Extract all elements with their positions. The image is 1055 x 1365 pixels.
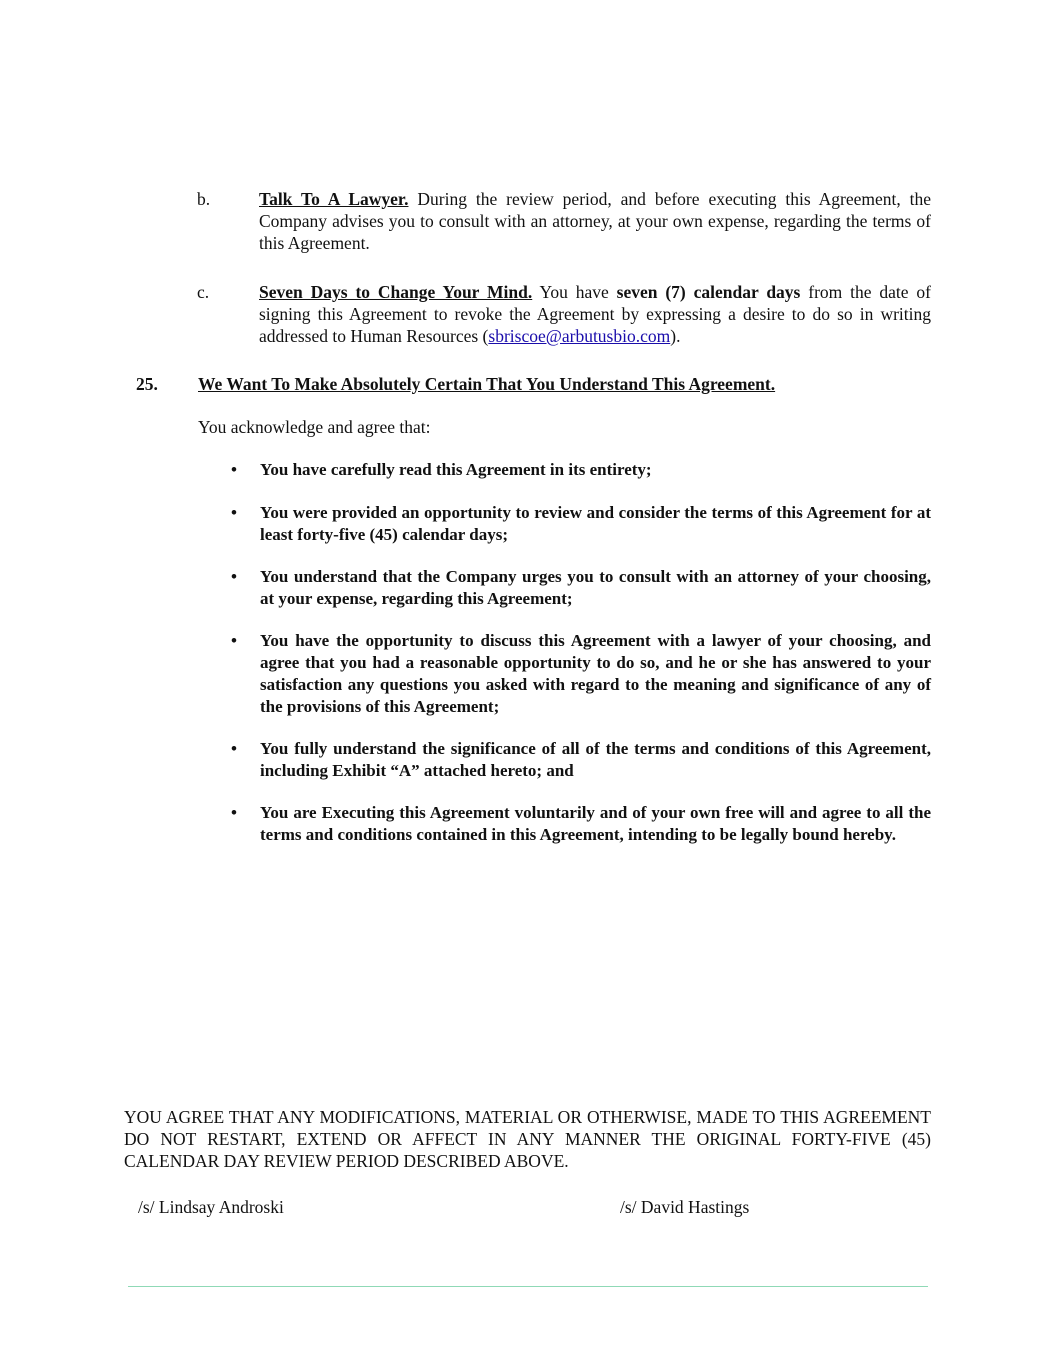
item-b-heading: Talk To A Lawyer. <box>259 189 409 209</box>
signature-left: /s/ Lindsay Androski <box>138 1197 284 1217</box>
item-c-bold-phrase: seven (7) calendar days <box>616 282 801 302</box>
item-c-text-after: from the date of signing this Agreement to revoke the Agreement by expressing a desire to do so in writing addressed to Human Resources ( <box>259 282 931 346</box>
item-c-text-end: ). <box>670 326 681 346</box>
signature-right: /s/ David Hastings <box>620 1197 750 1217</box>
item-b-marker: b. <box>197 189 211 209</box>
bullet-glyph: • <box>231 803 237 822</box>
footer-divider <box>128 1286 928 1287</box>
bullet-glyph: • <box>231 739 237 758</box>
section-25-number: 25. <box>136 374 158 394</box>
hr-email-link[interactable]: sbriscoe@arbutusbio.com <box>488 326 671 346</box>
item-c-heading: Seven Days to Change Your Mind. <box>259 282 533 302</box>
bullet-item-1: You have carefully read this Agreement in its entirety; <box>260 460 652 479</box>
bullet-glyph: • <box>231 631 237 650</box>
bullet-item-3: You understand that the Company urges you to consult with an attorney of your choosing, at your expense, regarding this Agreement; <box>260 567 931 608</box>
item-c-marker: c. <box>197 282 210 302</box>
item-b-paragraph <box>259 188 931 254</box>
bullet-item-4: You have the opportunity to discuss this Agreement with a lawyer of your choosing, and agree that you had a reasonable opportunity to do so, and he or she has answered to your satisfaction any questions you asked with regard to the meaning and significance of any of the provisions of this Agreement; <box>260 631 931 716</box>
item-c-text-before: You have <box>532 282 617 302</box>
bullet-glyph: • <box>231 503 237 522</box>
section-25-title: We Want To Make Absolutely Certain That You Understand This Agreement. <box>198 374 776 394</box>
bullet-item-6: You are Executing this Agreement voluntarily and of your own free will and agree to all the terms and conditions contained in this Agreement, intending to be legally bound hereby. <box>260 803 931 844</box>
item-b-text: During the review period, and before executing this Agreement, the Company advises you to consult with an attorney, at your own expense, regarding the terms of this Agreement. <box>259 189 932 253</box>
review-period-notice: YOU AGREE THAT ANY MODIFICATIONS, MATERIAL OR OTHERWISE, MADE TO THIS AGREEMENT DO NOT RESTART, EXTEND OR AFFECT IN ANY MANNER THE ORIGINAL FORTY-FIVE (45) CALENDAR DAY REVIEW PERIOD DESCRIBED ABOVE. <box>124 1107 931 1171</box>
item-c-paragraph <box>259 281 931 347</box>
bullet-glyph: • <box>231 460 237 479</box>
section-25-intro: You acknowledge and agree that: <box>198 417 431 437</box>
bullet-item-2: You were provided an opportunity to review and consider the terms of this Agreement for at least forty-five (45) calendar days; <box>260 503 931 544</box>
bullet-glyph: • <box>231 567 237 586</box>
bullet-item-5: You fully understand the significance of all of the terms and conditions of this Agreement, including Exhibit “A” attached hereto; and <box>260 739 931 780</box>
